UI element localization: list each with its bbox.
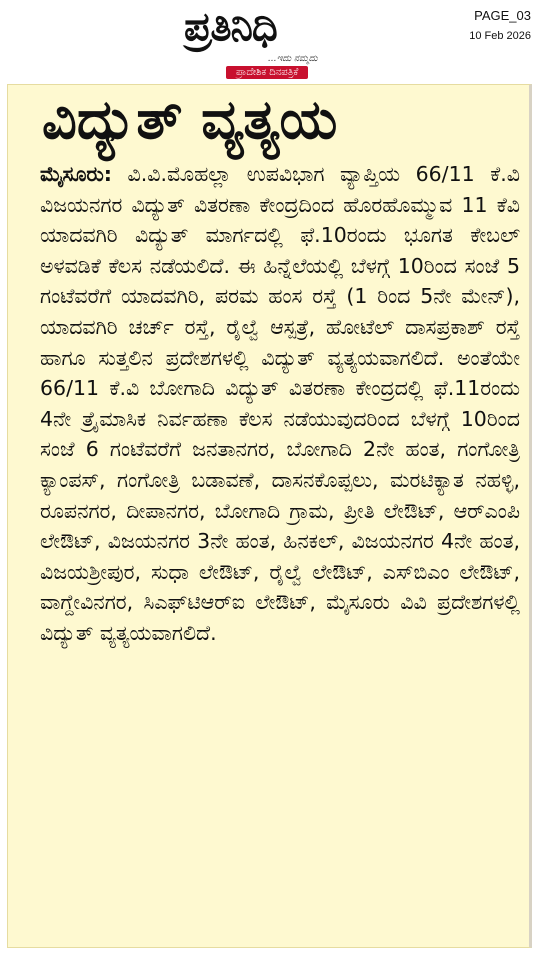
logo-subtitle: ಪ್ರಾದೇಶಿಕ ದಿನಪತ್ರಿಕೆ — [226, 66, 308, 79]
page-number: PAGE_03 — [474, 8, 531, 23]
edition-date: 10 Feb 2026 — [469, 30, 531, 42]
article-dateline: ಮೈಸೂರು: — [40, 162, 112, 186]
article-body — [40, 159, 520, 649]
article-text: ವಿ.ವಿ.ಮೊಹಲ್ಲಾ ಉಪವಿಭಾಗ ವ್ಯಾಪ್ತಿಯ 66/11 ಕೆ.ವಿ ವಿಜಯನಗರ ವಿದ್ಯುತ್ ವಿತರಣಾ ಕೇಂದ್ರದಿಂದ ಹೊರಹೊಮ್ಮುವ 11 ಕೆವಿ ಯಾದವಗಿರಿ ವಿದ್ಯುತ್ ಮಾರ್ಗದಲ್ಲಿ ಫೆ.10ರಂದು ಭೂಗತ ಕೇಬಲ್ ಅಳವಡಿಕೆ ಕೆಲಸ ನಡೆಯಲಿದೆ. ಈ ಹಿನ್ನೆಲೆಯಲ್ಲಿ ಬೆಳಗ್ಗೆ 10ರಿಂದ ಸಂಜೆ 5 ಗಂಟೆವರೆಗೆ ಯಾದವಗಿರಿ, ಪರಮ ಹಂಸ ರಸ್ತೆ (1 ರಿಂದ 5ನೇ ಮೇನ್), ಯಾದವಗಿರಿ ಚರ್ಚ್ ರಸ್ತೆ, ರೈಲ್ವೆ ಆಸ್ಪತ್ರೆ, ಹೋಟೆಲ್ ದಾಸಪ್ರಕಾಶ್ ರಸ್ತೆ ಹಾಗೂ ಸುತ್ತಲಿನ ಪ್ರದೇಶಗಳಲ್ಲಿ ವಿದ್ಯುತ್ ವ್ಯತ್ಯಯವಾಗಲಿದೆ. ಅಂತೆಯೇ 66/11 ಕೆ.ವಿ ಬೋಗಾದಿ ವಿದ್ಯುತ್ ವಿತರಣಾ ಕೇಂದ್ರದಲ್ಲಿ ಫೆ.11ರಂದು 4ನೇ ತ್ರೈಮಾಸಿಕ ನಿರ್ವಹಣಾ ಕೆಲಸ ನಡೆಯುವುದರಿಂದ ಬೆಳಗ್ಗೆ 10ರಿಂದ ಸಂಜೆ 6 ಗಂಟೆವರೆಗೆ ಜನತಾನಗರ, ಬೋಗಾದಿ 2ನೇ ಹಂತ, ಗಂಗೋತ್ರಿ ಕ್ಯಾಂಪಸ್, ಗಂಗೋತ್ರಿ ಬಡಾವಣೆ, ದಾಸನಕೊಪ್ಪಲು, ಮರಟಿಕ್ಯಾತ ನಹಳ್ಳಿ, ರೂಪನಗರ, ದೀಪಾನಗರ, ಬೋಗಾದಿ ಗ್ರಾಮ, ಪ್ರೀತಿ ಲೇಔಟ್, ಆರ್‌ಎಂಪಿ ಲೇಔಟ್, ವಿಜಯನಗರ 3ನೇ ಹಂತ, ಹಿನಕಲ್, ವಿಜಯನಗರ 4ನೇ ಹಂತ, ವಿಜಯಶ್ರೀಪುರ, ಸುಧಾ ಲೇಔಟ್, ರೈಲ್ವೆ ಲೇಔಟ್, ಎಸ್‌ಬಿಎಂ ಲೇಔಟ್, ವಾಗ್ದೇವಿನಗರ, ಸಿಎಫ್‌ಟಿಆರ್‌ಐ ಲೇಔಟ್, ಮೈಸೂರು ವಿವಿ ಪ್ರದೇಶಗಳಲ್ಲಿ ವಿದ್ಯುತ್ ವ್ಯತ್ಯಯವಾಗಲಿದೆ. — [40, 162, 520, 645]
masthead — [0, 0, 541, 84]
newspaper-logo: ಪ್ರತಿನಿಧಿ — [184, 4, 277, 50]
logo-tagline: ...ಇದು ನಮ್ಮದು — [268, 54, 318, 64]
news-article — [7, 84, 532, 948]
article-headline: ವಿದ್ಯುತ್ ವ್ಯತ್ಯಯ — [42, 88, 338, 151]
